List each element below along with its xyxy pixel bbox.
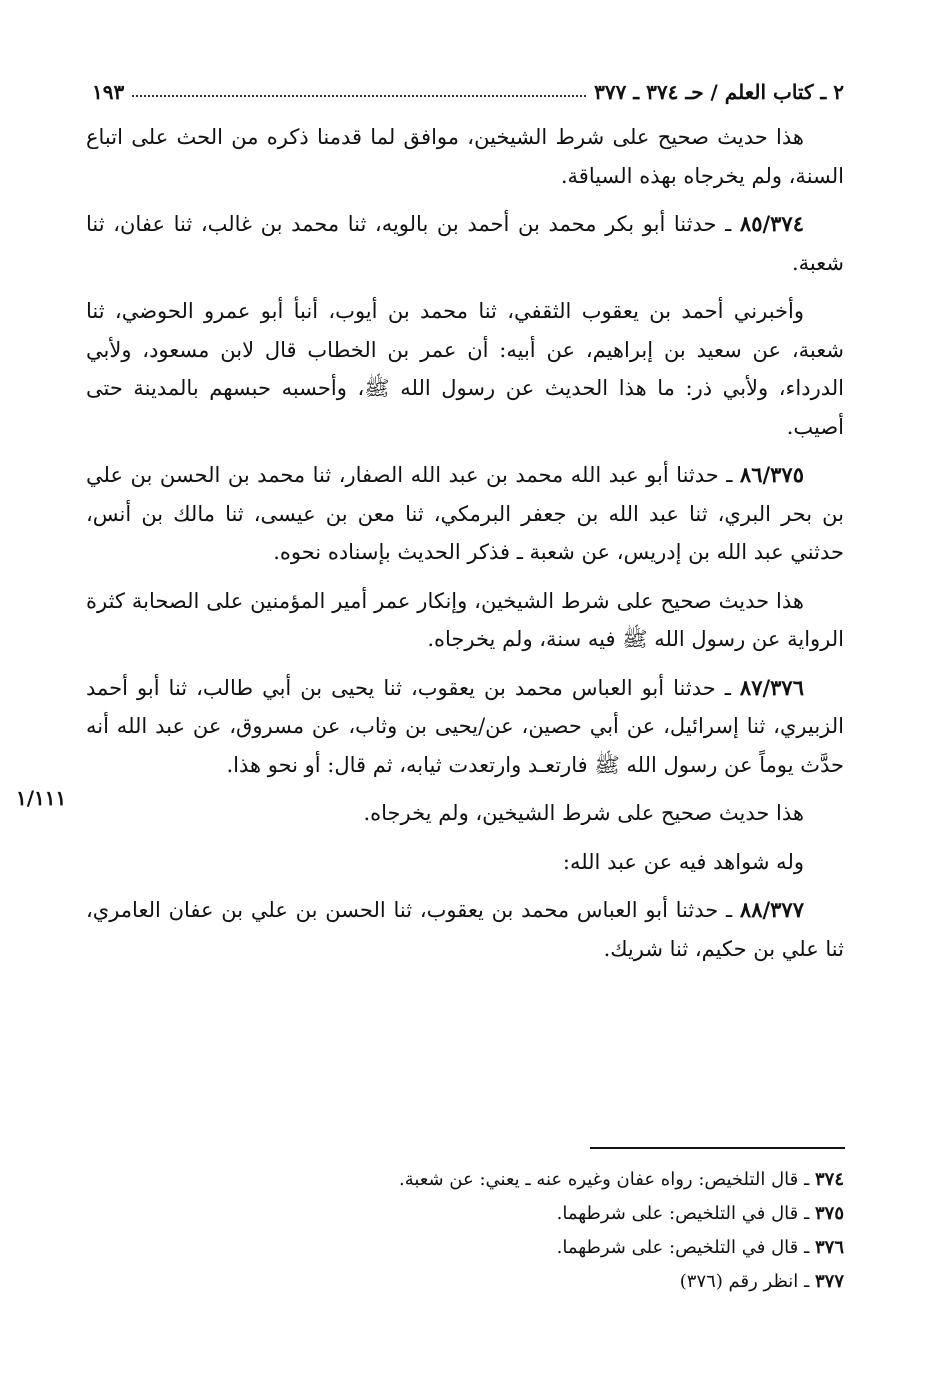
footnote-number: ٣٧٥ xyxy=(814,1203,844,1224)
footnote-375 xyxy=(300,1197,844,1231)
footnote-374 xyxy=(300,1163,844,1197)
hadith-number: ٨٨/٣٧٧ xyxy=(739,897,804,922)
paragraph-1 xyxy=(86,118,844,195)
hadith-85 xyxy=(86,205,844,282)
footnote-376 xyxy=(300,1231,844,1265)
paragraph-text: ـ حدثنا أبو عبد الله محمد بن عبد الله الصفار، ثنا محمد بن الحسن بن علي بن بحر البري، ثنا عبد الله بن جعفر البرمكي، ثنا معن بن عيسى، ثنا مالك بن أنس، حدثني عبد الله بن إدريس، عن شعبة ـ فذكر الحديث بإسناده نحوه. xyxy=(86,463,844,564)
paragraph-text: هذا حديث صحيح على شرط الشيخين، ولم يخرجاه. xyxy=(363,801,804,825)
footnote-separator xyxy=(590,1147,845,1149)
hadith-86 xyxy=(86,456,844,572)
footnote-377 xyxy=(300,1265,844,1299)
footnote-number: ٣٧٧ xyxy=(814,1271,844,1292)
paragraph-3 xyxy=(86,292,844,446)
footnote-text: ـ قال في التلخيص: على شرطهما. xyxy=(556,1237,815,1258)
paragraph-text: ـ حدثنا أبو بكر محمد بن أحمد بن بالويه، ثنا محمد بن غالب، ثنا عفان، ثنا شعبة. xyxy=(86,212,844,275)
page-header xyxy=(92,64,844,104)
hadith-number: ٨٦/٣٧٥ xyxy=(739,462,804,487)
footnote-number: ٣٧٤ xyxy=(814,1169,844,1190)
footnotes xyxy=(300,1163,844,1299)
footnote-text: ـ قال في التلخيص: على شرطهما. xyxy=(556,1203,815,1224)
paragraph-text: ـ حدثنا أبو العباس محمد بن يعقوب، ثنا الحسن بن علي بن عفان العامري، ثنا علي بن حكيم، ثنا شريك. xyxy=(86,898,844,961)
hadith-number: ٨٧/٣٧٦ xyxy=(739,674,804,700)
paragraph-8 xyxy=(86,843,844,882)
footnote-text: ـ قال التلخيص: رواه عفان وغيره عنه ـ يعني: عن شعبة. xyxy=(398,1169,815,1190)
header-dot-leader xyxy=(132,91,586,97)
footnote-number: ٣٧٦ xyxy=(814,1237,844,1258)
hadith-87 xyxy=(86,669,844,785)
paragraph-5 xyxy=(86,582,844,659)
paragraph-text: وأخبرني أحمد بن يعقوب الثقفي، ثنا محمد بن أيوب، أنبأ أبو عمرو الحوضي، ثنا شعبة، عن سعيد بن إبراهيم، عن أبيه: أن عمر بن الخطاب قال لابن مسعود، ولأبي الدرداء، ولأبي ذر: ما هذا الحديث عن رسول الله ﷺ، وأحسبه حبسهم بالمدينة حتى أصيب. xyxy=(86,299,844,439)
paragraph-text: ـ حدثنا أبو العباس محمد بن يعقوب، ثنا يحيى بن أبي طالب، ثنا أبو أحمد الزبيري، ثنا إسرائيل، عن أبي حصين، عن/يحيى بن وثاب، عن مسروق، عن عبد الله أنه حدَّث يوماً عن رسول الله ﷺ فارتعـد وارتعدت ثيابه، ثم قال: أو نحو هذا. xyxy=(86,675,844,777)
running-title: ٢ ـ كتاب العلم / حـ ٣٧٤ ـ ٣٧٧ xyxy=(594,80,844,104)
main-text xyxy=(86,118,844,978)
paragraph-text: وله شواهد فيه عن عبد الله: xyxy=(562,849,804,874)
hadith-88 xyxy=(86,891,844,968)
footnote-text: ـ انظر رقم (٣٧٦) xyxy=(679,1271,815,1292)
paragraph-text: هذا حديث صحيح على شرط الشيخين، موافق لما قدمنا ذكره من الحث على اتباع السنة، ولم يخرجاه بهذه السياقة. xyxy=(86,125,844,188)
page-number: ١٩٣ xyxy=(92,80,125,104)
manuscript-page-marker: ١/١١١ xyxy=(16,786,67,810)
paragraph-7 xyxy=(86,794,844,833)
paragraph-text: هذا حديث صحيح على شرط الشيخين، وإنكار عمر أمير المؤمنين على الصحابة كثرة الرواية عن رسول الله ﷺ فيه سنة، ولم يخرجاه. xyxy=(86,588,844,651)
hadith-number: ٨٥/٣٧٤ xyxy=(739,211,804,236)
